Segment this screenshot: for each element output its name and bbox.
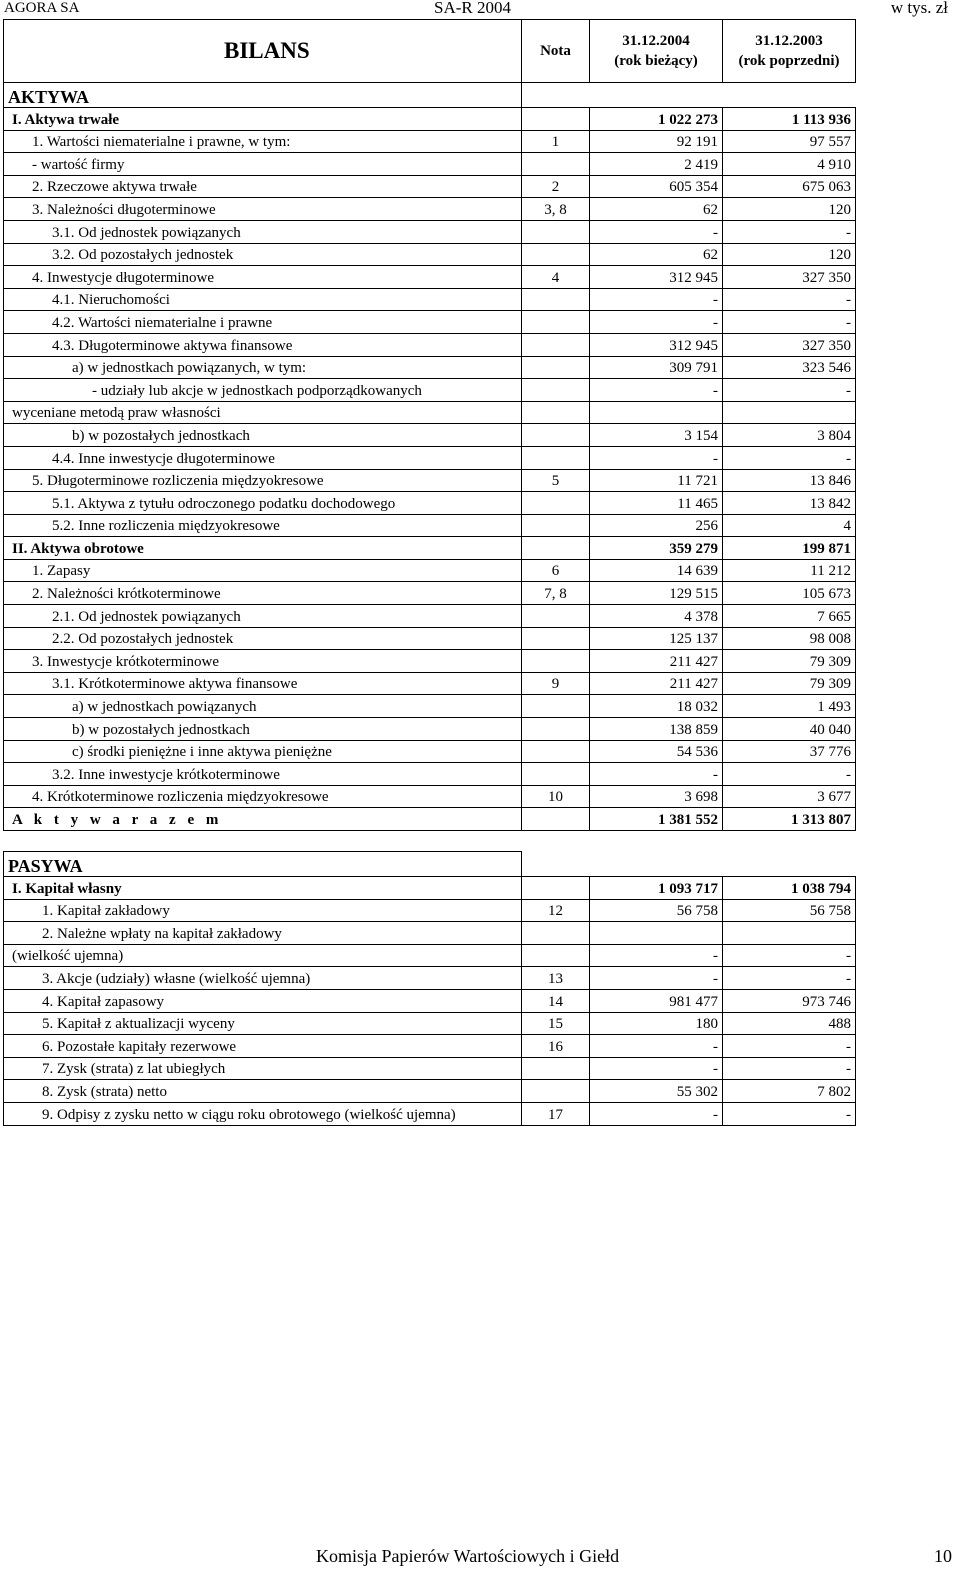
row-nota (522, 311, 590, 334)
row-nota: 6 (522, 559, 590, 582)
row-current-value: - (590, 967, 723, 990)
table-row (4, 333, 856, 356)
row-previous-value: 13 842 (723, 492, 856, 515)
row-previous-value: 11 212 (723, 559, 856, 582)
row-previous-value: 4 910 (723, 153, 856, 176)
row-previous-value: - (723, 311, 856, 334)
row-nota (522, 877, 590, 900)
row-label: 3. Inwestycje krótkoterminowe (4, 650, 522, 673)
table-row (4, 198, 856, 221)
row-nota: 5 (522, 469, 590, 492)
table-row (4, 627, 856, 650)
row-nota: 10 (522, 785, 590, 808)
report-name: SA-R 2004 (434, 0, 511, 17)
row-previous-value: 3 677 (723, 785, 856, 808)
table-row (4, 763, 856, 786)
row-previous-value: 1 038 794 (723, 877, 856, 900)
row-previous-value: - (723, 379, 856, 402)
table-row (4, 469, 856, 492)
section-gap (4, 831, 856, 852)
row-label: 2. Rzeczowe aktywa trwałe (4, 175, 522, 198)
row-nota (522, 922, 590, 945)
row-nota (522, 1057, 590, 1080)
table-row (4, 944, 856, 967)
row-nota (522, 220, 590, 243)
row-label: 3.1. Od jednostek powiązanych (4, 220, 522, 243)
row-nota: 15 (522, 1012, 590, 1035)
row-label: 4.2. Wartości niematerialne i prawne (4, 311, 522, 334)
row-previous-value: - (723, 1035, 856, 1058)
row-nota: 4 (522, 266, 590, 289)
row-label: 5. Kapitał z aktualizacji wyceny (4, 1012, 522, 1035)
row-previous-value: 120 (723, 243, 856, 266)
row-current-value (590, 922, 723, 945)
table-row (4, 356, 856, 379)
row-current-value: - (590, 288, 723, 311)
table-row (4, 379, 856, 402)
row-label: 4.1. Nieruchomości (4, 288, 522, 311)
row-label: 5.2. Inne rozliczenia międzyokresowe (4, 514, 522, 537)
row-current-value: 312 945 (590, 333, 723, 356)
table-row (4, 967, 856, 990)
row-nota (522, 1080, 590, 1103)
row-current-value: 125 137 (590, 627, 723, 650)
row-label: - udziały lub akcje w jednostkach podporządkowanych (4, 379, 522, 402)
row-nota: 9 (522, 672, 590, 695)
row-current-value: 1 093 717 (590, 877, 723, 900)
row-nota: 2 (522, 175, 590, 198)
section-label-row (4, 852, 856, 877)
table-row (4, 559, 856, 582)
row-nota (522, 108, 590, 131)
row-previous-value: 40 040 (723, 718, 856, 741)
row-label: 4. Krótkoterminowe rozliczenia międzyokresowe (4, 785, 522, 808)
row-nota: 3, 8 (522, 198, 590, 221)
row-nota (522, 424, 590, 447)
row-current-value: 55 302 (590, 1080, 723, 1103)
row-nota (522, 650, 590, 673)
page-footer (0, 1546, 960, 1570)
row-label: 8. Zysk (strata) netto (4, 1080, 522, 1103)
row-current-value: 981 477 (590, 989, 723, 1012)
row-previous-value: 37 776 (723, 740, 856, 763)
table-row (4, 175, 856, 198)
table-row (4, 492, 856, 515)
row-previous-value: 1 113 936 (723, 108, 856, 131)
row-current-value: 62 (590, 243, 723, 266)
row-label: a) w jednostkach powiązanych, w tym: (4, 356, 522, 379)
table-row (4, 108, 856, 131)
table-row (4, 153, 856, 176)
row-current-value: 359 279 (590, 537, 723, 560)
section-label-row (4, 83, 856, 108)
table-row (4, 311, 856, 334)
row-label: II. Aktywa obrotowe (4, 537, 522, 560)
row-nota: 7, 8 (522, 582, 590, 605)
table-row (4, 1057, 856, 1080)
row-current-value: 92 191 (590, 130, 723, 153)
row-nota (522, 153, 590, 176)
row-current-value: 62 (590, 198, 723, 221)
row-label: 4. Kapitał zapasowy (4, 989, 522, 1012)
row-current-value: 1 022 273 (590, 108, 723, 131)
table-row (4, 718, 856, 741)
row-label: 7. Zysk (strata) z lat ubiegłych (4, 1057, 522, 1080)
row-previous-value: 120 (723, 198, 856, 221)
row-previous-value: - (723, 288, 856, 311)
row-current-value: 3 698 (590, 785, 723, 808)
table-row (4, 922, 856, 945)
row-current-value: - (590, 446, 723, 469)
row-nota (522, 944, 590, 967)
row-label: I. Kapitał własny (4, 877, 522, 900)
row-nota (522, 808, 590, 831)
row-label: 4.4. Inne inwestycje długoterminowe (4, 446, 522, 469)
table-row (4, 1080, 856, 1103)
row-nota (522, 718, 590, 741)
table-row (4, 446, 856, 469)
nota-header: Nota (522, 20, 590, 83)
row-previous-value: 199 871 (723, 537, 856, 560)
row-nota: 12 (522, 899, 590, 922)
page-number: 10 (934, 1546, 952, 1566)
row-label: 5.1. Aktywa z tytułu odroczonego podatku dochodowego (4, 492, 522, 515)
row-current-value: - (590, 1102, 723, 1125)
row-previous-value: 97 557 (723, 130, 856, 153)
table-row (4, 672, 856, 695)
row-previous-value: 1 493 (723, 695, 856, 718)
company-name: AGORA SA (4, 0, 80, 16)
row-current-value: 309 791 (590, 356, 723, 379)
table-row (4, 785, 856, 808)
row-nota (522, 740, 590, 763)
row-nota (522, 605, 590, 628)
row-previous-value: 327 350 (723, 266, 856, 289)
section-label: AKTYWA (4, 83, 522, 108)
row-label: 6. Pozostałe kapitały rezerwowe (4, 1035, 522, 1058)
row-previous-value: 105 673 (723, 582, 856, 605)
unit-label: w tys. zł (890, 0, 948, 17)
row-current-value: 1 381 552 (590, 808, 723, 831)
table-row (4, 650, 856, 673)
row-label: 9. Odpisy z zysku netto w ciągu roku obrotowego (wielkość ujemna) (4, 1102, 522, 1125)
table-row (4, 989, 856, 1012)
row-previous-value: 7 802 (723, 1080, 856, 1103)
row-current-value: 54 536 (590, 740, 723, 763)
row-label: a) w jednostkach powiązanych (4, 695, 522, 718)
row-label: 3.1. Krótkoterminowe aktywa finansowe (4, 672, 522, 695)
row-current-value: 211 427 (590, 672, 723, 695)
table-row (4, 808, 856, 831)
previous-year-header: 31.12.2003 (rok poprzedni) (723, 20, 856, 83)
row-previous-value: - (723, 944, 856, 967)
row-current-value: - (590, 311, 723, 334)
row-nota (522, 695, 590, 718)
row-nota (522, 288, 590, 311)
table-row (4, 899, 856, 922)
row-current-value: 138 859 (590, 718, 723, 741)
row-label: - wartość firmy (4, 153, 522, 176)
row-label: (wielkość ujemna) (4, 944, 522, 967)
page-header (0, 0, 960, 20)
row-nota: 13 (522, 967, 590, 990)
current-year-header: 31.12.2004 (rok bieżący) (590, 20, 723, 83)
row-previous-value: 3 804 (723, 424, 856, 447)
row-nota (522, 333, 590, 356)
table-row (4, 877, 856, 900)
row-previous-value (723, 401, 856, 424)
row-previous-value: 56 758 (723, 899, 856, 922)
row-previous-value: 323 546 (723, 356, 856, 379)
table-row (4, 740, 856, 763)
row-nota (522, 401, 590, 424)
row-previous-value: 488 (723, 1012, 856, 1035)
row-previous-value: 1 313 807 (723, 808, 856, 831)
row-label: 4. Inwestycje długoterminowe (4, 266, 522, 289)
row-label: 5. Długoterminowe rozliczenia międzyokresowe (4, 469, 522, 492)
row-current-value: 605 354 (590, 175, 723, 198)
row-current-value: 211 427 (590, 650, 723, 673)
table-row (4, 537, 856, 560)
row-previous-value: - (723, 1102, 856, 1125)
table-row (4, 514, 856, 537)
table-row (4, 401, 856, 424)
row-nota (522, 627, 590, 650)
table-row (4, 130, 856, 153)
row-current-value: 14 639 (590, 559, 723, 582)
row-nota: 17 (522, 1102, 590, 1125)
row-previous-value: 79 309 (723, 650, 856, 673)
row-label: 3. Należności długoterminowe (4, 198, 522, 221)
footer-text: Komisja Papierów Wartościowych i Giełd (316, 1546, 620, 1566)
row-previous-value: - (723, 446, 856, 469)
row-nota (522, 537, 590, 560)
row-nota: 1 (522, 130, 590, 153)
row-label: 1. Wartości niematerialne i prawne, w tym: (4, 130, 522, 153)
row-label: b) w pozostałych jednostkach (4, 424, 522, 447)
row-current-value: 11 465 (590, 492, 723, 515)
table-row (4, 220, 856, 243)
table-row (4, 424, 856, 447)
row-current-value: - (590, 220, 723, 243)
row-label: c) środki pieniężne i inne aktywa pieniężne (4, 740, 522, 763)
row-previous-value: 327 350 (723, 333, 856, 356)
row-nota (522, 356, 590, 379)
row-current-value: - (590, 944, 723, 967)
row-previous-value: - (723, 967, 856, 990)
row-current-value: 4 378 (590, 605, 723, 628)
row-previous-value: 4 (723, 514, 856, 537)
row-nota (522, 514, 590, 537)
row-previous-value: 7 665 (723, 605, 856, 628)
row-label: 4.3. Długoterminowe aktywa finansowe (4, 333, 522, 356)
row-label: b) w pozostałych jednostkach (4, 718, 522, 741)
row-label: 3.2. Od pozostałych jednostek (4, 243, 522, 266)
row-current-value (590, 401, 723, 424)
row-current-value: 3 154 (590, 424, 723, 447)
row-current-value: - (590, 379, 723, 402)
row-label: 2. Należne wpłaty na kapitał zakładowy (4, 922, 522, 945)
row-previous-value: - (723, 220, 856, 243)
row-label: 3.2. Inne inwestycje krótkoterminowe (4, 763, 522, 786)
row-previous-value: - (723, 763, 856, 786)
row-current-value: - (590, 1035, 723, 1058)
table-row (4, 1035, 856, 1058)
row-nota: 16 (522, 1035, 590, 1058)
section-label: PASYWA (4, 852, 522, 877)
row-previous-value: 973 746 (723, 989, 856, 1012)
table-row (4, 1012, 856, 1035)
row-current-value: 129 515 (590, 582, 723, 605)
row-nota: 14 (522, 989, 590, 1012)
row-label: A k t y w a r a z e m (4, 808, 522, 831)
row-current-value: 256 (590, 514, 723, 537)
row-label: I. Aktywa trwałe (4, 108, 522, 131)
table-row (4, 288, 856, 311)
row-label: 1. Kapitał zakładowy (4, 899, 522, 922)
table-row (4, 695, 856, 718)
row-nota (522, 446, 590, 469)
table-row (4, 605, 856, 628)
row-previous-value: 675 063 (723, 175, 856, 198)
table-title: BILANS (4, 20, 522, 83)
table-row (4, 243, 856, 266)
row-label: 2.2. Od pozostałych jednostek (4, 627, 522, 650)
row-current-value: 18 032 (590, 695, 723, 718)
row-label: 2.1. Od jednostek powiązanych (4, 605, 522, 628)
row-current-value: - (590, 763, 723, 786)
balance-sheet-table (3, 19, 856, 1126)
row-label: 1. Zapasy (4, 559, 522, 582)
row-nota (522, 243, 590, 266)
row-current-value: 2 419 (590, 153, 723, 176)
row-nota (522, 492, 590, 515)
row-previous-value: - (723, 1057, 856, 1080)
row-previous-value: 79 309 (723, 672, 856, 695)
table-row (4, 1102, 856, 1125)
table-row (4, 582, 856, 605)
row-nota (522, 379, 590, 402)
row-previous-value (723, 922, 856, 945)
row-current-value: 56 758 (590, 899, 723, 922)
row-nota (522, 763, 590, 786)
row-current-value: - (590, 1057, 723, 1080)
table-row (4, 266, 856, 289)
row-current-value: 11 721 (590, 469, 723, 492)
row-current-value: 180 (590, 1012, 723, 1035)
row-current-value: 312 945 (590, 266, 723, 289)
table-header-row (4, 20, 856, 83)
row-previous-value: 13 846 (723, 469, 856, 492)
row-previous-value: 98 008 (723, 627, 856, 650)
row-label: 3. Akcje (udziały) własne (wielkość ujemna) (4, 967, 522, 990)
row-label: 2. Należności krótkoterminowe (4, 582, 522, 605)
row-label: wyceniane metodą praw własności (4, 401, 522, 424)
